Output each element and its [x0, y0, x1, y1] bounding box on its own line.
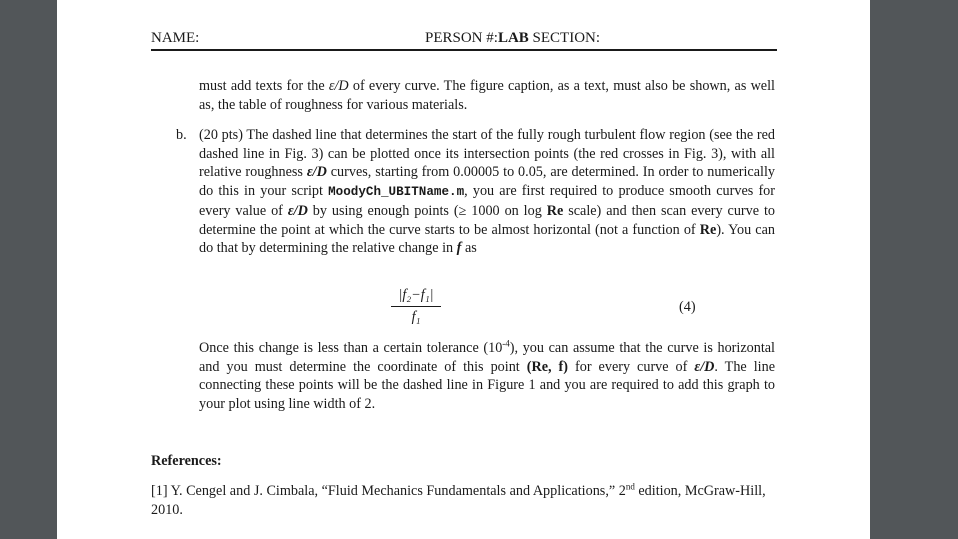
text-run: for every curve of — [568, 358, 695, 375]
equation-denominator: f₁ — [411, 309, 421, 325]
references-heading: References: — [151, 453, 222, 469]
point-coordinate: (Re, f) — [526, 358, 569, 375]
text-run: Once this change is less than a certain tolerance (10 — [199, 340, 503, 356]
lab-label: LAB — [497, 30, 529, 46]
ordinal-suffix: nd — [625, 481, 635, 492]
person-lab-section-label — [425, 30, 600, 47]
text-run: ). You can do that by determining the relative change in — [199, 221, 775, 257]
text-run: must add texts for the — [199, 78, 329, 94]
text-run: ), you can assume that the curve is horizontal and you must determine the coordinate of this point — [199, 340, 775, 375]
paragraph-continued — [199, 77, 775, 114]
document-page — [57, 0, 870, 539]
reynolds-symbol: Re — [699, 221, 717, 238]
text-run: scale) and then scan every curve to determine the point at which the curve starts to be almost horizontal (not a function of — [199, 202, 775, 238]
item-b-paragraph — [199, 126, 775, 258]
name-label: NAME: — [151, 30, 200, 46]
text-run: edition, McGraw-Hill, 2010. — [151, 483, 766, 518]
equation-relative-change — [391, 286, 441, 327]
text-run: . The line connecting these points will be the dashed line in Figure 1 and you are required to add this graph to your plot using line width of 2. — [199, 358, 776, 413]
text-run: of every curve. The figure caption, as a text, must also be shown, as well as, the table of roughness for various materials. — [199, 78, 775, 113]
relative-roughness-symbol: ε/D — [328, 78, 349, 94]
text-run: (20 pts) The dashed line that determines the start of the fully rough turbulent flow region (see the red dashed line in Fig. 3) can be plotted once its intersection points (the red crosses in Fig. 3), with all relative roughness — [199, 127, 775, 181]
relative-roughness-symbol: ε/D — [306, 164, 327, 181]
page-header — [151, 30, 777, 51]
exponent: -4 — [502, 338, 510, 349]
tolerance-paragraph — [199, 339, 775, 414]
text-run: as — [461, 240, 477, 257]
script-filename: MoodyCh_UBITName.m — [328, 185, 465, 200]
item-b-letter: b. — [176, 127, 187, 143]
equation-number: (4) — [679, 299, 696, 315]
relative-roughness-symbol: ε/D — [287, 202, 308, 219]
equation-numerator: |f₂−f₁| — [391, 286, 441, 307]
person-label: PERSON #: — [425, 30, 498, 46]
reynolds-symbol: Re — [546, 202, 564, 219]
section-label: SECTION: — [528, 30, 601, 46]
text-run: by using enough points (≥ 1000 on log — [307, 202, 547, 219]
relative-roughness-symbol: ε/D — [694, 358, 715, 375]
reference-1 — [151, 482, 777, 519]
text-run: [1] Y. Cengel and J. Cimbala, “Fluid Mechanics Fundamentals and Applications,” 2 — [151, 483, 626, 499]
text-run: , you are first required to produce smooth curves for every value of — [199, 183, 775, 219]
text-run: curves, starting from 0.00005 to 0.05, are determined. In order to numerically do this in your script — [199, 164, 775, 200]
friction-factor-symbol: f — [456, 240, 462, 257]
